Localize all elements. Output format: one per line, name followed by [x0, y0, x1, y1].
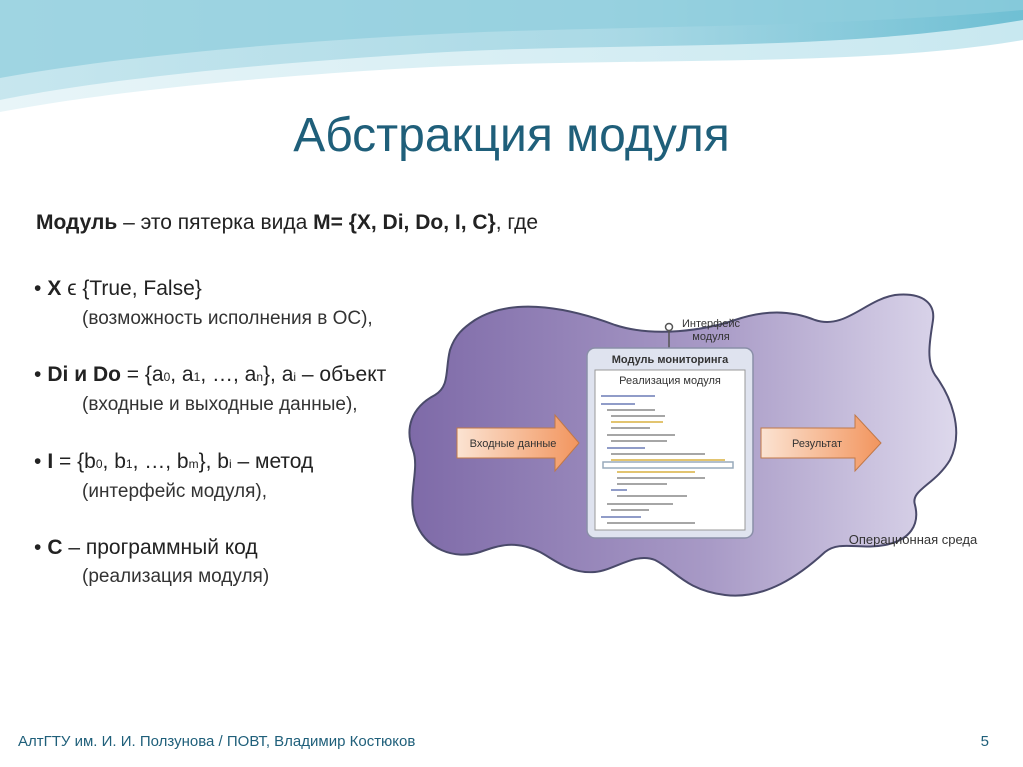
- input-label: Входные данные: [469, 438, 557, 450]
- list-item-x: [34, 277, 202, 301]
- subscript: 1: [125, 457, 133, 471]
- subscript: i: [228, 457, 232, 471]
- interface-label-line1: Интерфейс: [682, 318, 740, 330]
- item-label: I: [47, 450, 54, 473]
- impl-panel: [595, 370, 745, 530]
- environment-label: Операционная среда: [848, 532, 978, 547]
- item-rest-part: , …, b: [132, 450, 189, 473]
- item-rest-part: , a: [170, 363, 194, 386]
- item-rest: – программный код: [62, 536, 258, 559]
- module-diagram: [405, 290, 1005, 610]
- item-rest-part: }, b: [198, 450, 229, 473]
- impl-label: Реализация модуля: [619, 375, 721, 387]
- item-label: Di и Do: [47, 363, 121, 386]
- definition-middle: – это пятерка вида: [117, 211, 314, 234]
- bullet: •: [34, 277, 42, 300]
- subscript: i: [293, 370, 297, 384]
- item-note-di-do: (входные и выходные данные),: [82, 394, 358, 415]
- bullet: •: [34, 450, 42, 473]
- bullet: •: [34, 363, 42, 386]
- item-rest-part: – объект: [296, 363, 387, 386]
- bullet: •: [34, 536, 42, 559]
- definition-tail: , где: [495, 211, 539, 234]
- slide-title: Абстракция модуля: [293, 109, 730, 162]
- item-label: C: [47, 536, 63, 559]
- definition-term: Модуль: [36, 211, 118, 234]
- page-number: 5: [980, 733, 989, 750]
- module-header: Модуль мониторинга: [611, 354, 729, 366]
- item-rest: ϵ {True, False}: [61, 277, 202, 300]
- list-item-c: [34, 536, 258, 560]
- footer-author: АлтГТУ им. И. И. Ползунова / ПОВТ, Владимир Костюков: [18, 733, 416, 750]
- item-rest-part: = {a: [120, 363, 164, 386]
- item-rest-part: , …, a: [200, 363, 257, 386]
- output-label: Результат: [791, 438, 843, 450]
- item-note-x: (возможность исполнения в ОС),: [82, 308, 373, 329]
- list-item-di-do: [34, 363, 386, 387]
- item-label: X: [47, 277, 62, 300]
- item-rest-part: – метод: [231, 450, 314, 473]
- interface-label-line2: модуля: [692, 331, 730, 343]
- module-definition: [36, 211, 538, 235]
- subscript: m: [188, 457, 199, 471]
- header-wave-decoration: [0, 0, 1023, 120]
- item-note-c: (реализация модуля): [82, 566, 270, 587]
- item-rest-part: = {b: [53, 450, 96, 473]
- list-item-i: [34, 450, 313, 474]
- item-rest-part: , b: [102, 450, 126, 473]
- item-note-i: (интерфейс модуля),: [82, 481, 268, 502]
- subscript: 0: [163, 370, 171, 384]
- subscript: 0: [95, 457, 103, 471]
- subscript: 1: [193, 370, 201, 384]
- item-rest-part: }, a: [263, 363, 294, 386]
- interface-pin-dot: [666, 324, 673, 331]
- definition-formula: M= {X, Di, Do, I, C}: [313, 211, 496, 234]
- subscript: n: [256, 370, 264, 384]
